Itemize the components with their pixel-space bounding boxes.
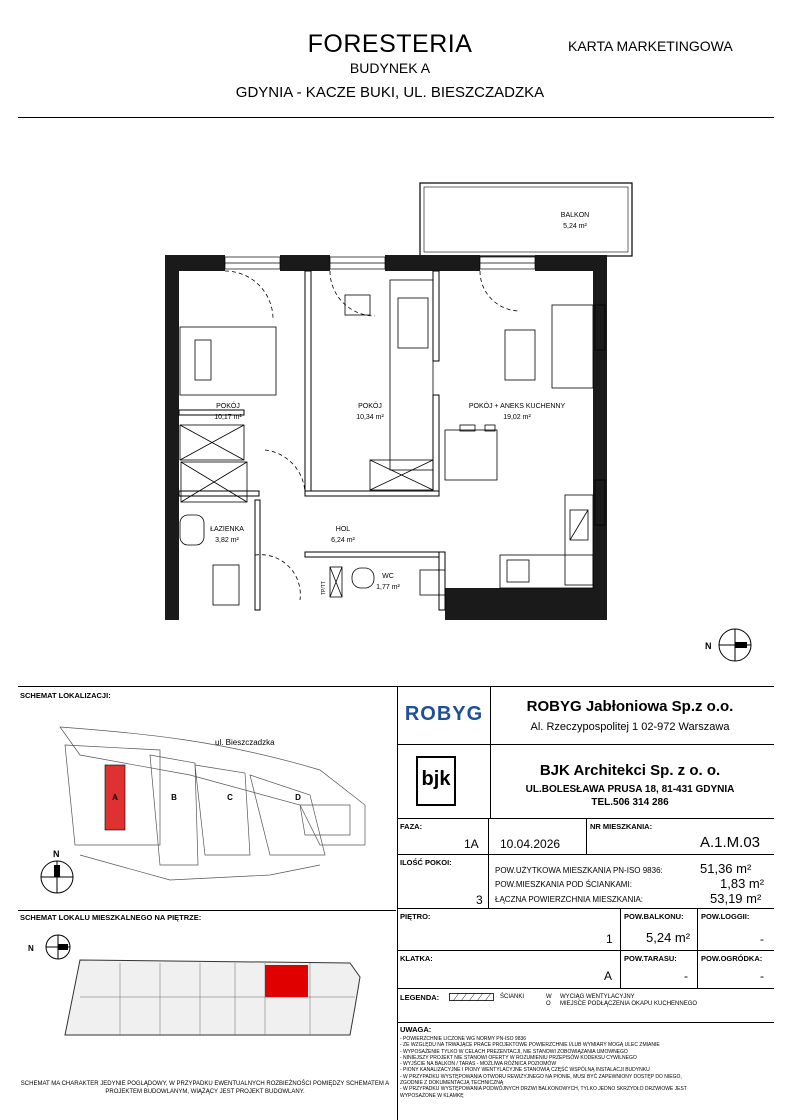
legend-heading: LEGENDA: xyxy=(400,993,440,1002)
floor-value: 1 xyxy=(606,932,613,946)
balcony-divider xyxy=(697,908,698,988)
area-value-total: 53,19 m² xyxy=(710,891,762,906)
faza-label: FAZA: xyxy=(400,822,423,831)
building-label-c: C xyxy=(227,793,233,802)
plan-compass-icon xyxy=(705,629,751,661)
rooms-count-label: ILOŚĆ POKOI: xyxy=(400,858,452,867)
stair-label: KLATKA: xyxy=(400,954,433,963)
schema-compass-icon xyxy=(28,935,70,959)
building-subtitle: BUDYNEK A xyxy=(349,60,431,76)
note-item: - W PRZYPADKU WYSTĘPOWANIA PODWÓJNYCH DRZWI BALKONOWYCH, TYLKO JEDNO SKRZYDŁO DRZWIOWE JEST WYPOSAŻONE W KLAMKĘ xyxy=(400,1086,687,1099)
area-value-under-walls: 1,83 m² xyxy=(720,876,765,891)
room-name-bedroom-1: POKÓJ xyxy=(216,403,240,410)
location-compass-icon xyxy=(41,849,73,893)
room-name-living-kitchen: POKÓJ + ANEKS KUCHENNY xyxy=(468,403,566,410)
terrace-label: POW.TARASU: xyxy=(624,954,677,963)
date-value: 10.04.2026 xyxy=(500,837,561,851)
faza-value: 1A xyxy=(464,837,479,851)
floor-schema-heading: SCHEMAT LOKALU MIESZKALNEGO NA PIĘTRZE: xyxy=(20,913,202,922)
legend-walls-label: ŚCIANKI xyxy=(500,994,525,1000)
architect-phone: TEL.506 314 286 xyxy=(591,797,669,808)
floor-schema-map xyxy=(20,925,396,1045)
faza-divider xyxy=(488,818,489,908)
room-name-wc: WC xyxy=(382,573,394,580)
note-item: - POWIERZCHNIE LICZONE WG NORMY PN-ISO 9836 xyxy=(400,1036,527,1042)
room-area-bedroom-1: 10,17 m² xyxy=(214,414,242,421)
room-area-wc: 1,77 m² xyxy=(376,584,400,591)
area-label-under-walls: POW.MIESZKANIA POD ŚCIANKAMI: xyxy=(495,880,632,889)
plan-divider xyxy=(18,686,774,687)
room-area-bedroom-2: 10,34 m² xyxy=(356,414,384,421)
area-value-usable: 51,36 m² xyxy=(700,861,752,876)
garden-value: - xyxy=(760,969,764,983)
legend-vent-mark: W xyxy=(546,994,552,1000)
stair-value: A xyxy=(604,969,613,983)
building-label-a: A xyxy=(112,793,118,802)
developer-logo: ROBYG xyxy=(404,703,484,725)
developer-divider xyxy=(397,744,774,745)
room-name-hall: HOL xyxy=(335,526,351,533)
date-divider xyxy=(586,818,587,854)
project-address: GDYNIA - KACZE BUKI, UL. BIESZCZADZKA xyxy=(235,84,545,101)
info-divider-1 xyxy=(397,854,774,855)
notes-heading: UWAGA: xyxy=(400,1025,432,1034)
project-title: FORESTERIA xyxy=(307,30,473,58)
info-divider-5 xyxy=(397,1022,774,1023)
room-area-hall: 6,24 m² xyxy=(331,537,355,544)
note-item: - WYJŚCIE NA BALKON / TARAS - MOŻLIWA RÓŻNICA POZIOMÓW xyxy=(400,1061,557,1068)
architect-logo xyxy=(416,756,456,806)
building-label-d: D xyxy=(295,793,301,802)
area-label-usable: POW.UŻYTKOWA MIESZKANIA PN-ISO 9836: xyxy=(495,866,663,875)
schema-disclaimer: SCHEMAT MA CHARAKTER JEDYNIE POGLĄDOWY, W PRZYPADKU EWENTUALNYCH ROZBIEŻNOŚCI POMIĘDZY SCHEMATEM A PROJEKTEM BUDOWLANYM, WIĄŻĄCY JEST PROJEKT BUDOWLANY. xyxy=(20,1081,390,1095)
header-divider xyxy=(18,117,774,118)
location-heading: SCHEMAT LOKALIZACJI: xyxy=(20,691,111,700)
balcony-value: 5,24 m² xyxy=(646,930,691,945)
architect-name: BJK Architekci Sp. z o. o. xyxy=(539,762,721,779)
room-area-bathroom: 3,82 m² xyxy=(215,537,239,544)
legend-walls-swatch xyxy=(449,993,494,1001)
note-item: - ZE WZGLĘDU NA TRWAJĄCE PRACE PROJEKTOWE POWIERZCHNIE I/LUB WYMIARY MOGĄ ULEC ZMIANIE xyxy=(400,1042,660,1049)
info-divider-4 xyxy=(397,988,774,989)
legend-kitchen-label: MIEJSCE PODŁĄCZENIA OKAPU KUCHENNEGO xyxy=(560,1001,698,1007)
room-name-bathroom: ŁAZIENKA xyxy=(210,526,244,533)
apartment-number-value: A.1.M.03 xyxy=(700,834,761,851)
floor-label: PIĘTRO: xyxy=(400,912,431,921)
note-item: - PIONY KANALIZACYJNE I PIONY WENTYLACYJNE STANOWIĄ CZĘŚĆ WSPÓLNĄ INSTALACJI BUDYNKU xyxy=(400,1067,650,1074)
balcony-label: POW.BALKONU: xyxy=(624,912,684,921)
building-label-b: B xyxy=(171,793,177,802)
note-item: - W PRZYPADKU WYSTĘPOWANIA OTWORU REWIZYJNEGO NA PIONIE, MUSI BYĆ ZAPEWNIONY DOSTĘP DO NIEGO, ZGODNIE Z DOKUMENTACJĄ TECHNICZNĄ xyxy=(400,1073,682,1087)
architect-address: UL.BOLESŁAWA PRUSA 18, 81-431 GDYNIA xyxy=(525,784,735,795)
room-name-balcony: BALKON xyxy=(560,212,590,219)
area-label-total: ŁĄCZNA POWIERZCHNIA MIESZKANIA: xyxy=(495,895,644,904)
room-name-bedroom-2: POKÓJ xyxy=(358,403,382,410)
legend-kitchen-mark: O xyxy=(546,1001,551,1007)
info-divider-3 xyxy=(397,950,774,951)
card-type: KARTA MARKETINGOWA xyxy=(568,38,733,54)
rooms-count-value: 3 xyxy=(476,893,483,907)
schema-compass-letter: N xyxy=(28,944,34,953)
room-area-living-kitchen: 19,02 m² xyxy=(503,414,531,421)
floor-plan xyxy=(0,120,792,680)
street-label: ul. Bieszczadzka xyxy=(215,738,275,747)
right-column-border xyxy=(397,686,398,1120)
location-divider xyxy=(18,910,396,911)
note-item: - WYPOSAŻENIE TYLKO W CELACH PREZENTACJI, NIE STANOWI ZOBOWIĄZANIA UMOWNEGO xyxy=(400,1048,628,1055)
note-item: - NINIEJSZY PROJEKT NIE STANOWI OFERTY W ROZUMIENIU PRZEPISÓW KODEKSU CYWILNEGO xyxy=(400,1054,637,1061)
shaft-label: TP/TT xyxy=(321,581,327,595)
apartment-number-label: NR MIESZKANIA: xyxy=(590,822,653,831)
notes-list xyxy=(400,1036,700,1099)
plan-compass-letter: N xyxy=(705,641,712,651)
info-divider-2 xyxy=(397,908,774,909)
room-area-balcony: 5,24 m² xyxy=(563,223,587,230)
developer-name: ROBYG Jabłoniowa Sp.z o.o. xyxy=(526,698,734,715)
garden-label: POW.OGRÓDKA: xyxy=(701,954,763,963)
location-map xyxy=(20,705,396,905)
terrace-value: - xyxy=(684,969,688,983)
location-compass-letter: N xyxy=(53,849,60,859)
floor-divider xyxy=(620,908,621,988)
developer-address: Al. Rzeczypospolitej 1 02-972 Warszawa xyxy=(530,721,730,733)
legend-vent-label: WYCIĄG WENTYLACYJNY xyxy=(560,994,635,1000)
loggia-value: - xyxy=(760,932,764,946)
architect-logo-text: bjk xyxy=(421,768,451,790)
loggia-label: POW.LOGGII: xyxy=(701,912,750,921)
